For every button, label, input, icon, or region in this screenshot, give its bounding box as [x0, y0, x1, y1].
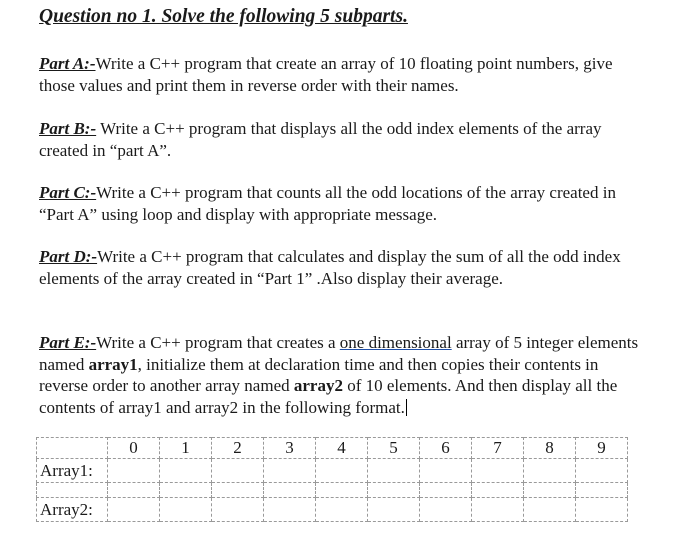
table-cell [316, 498, 368, 522]
part-e-paragraph [39, 332, 639, 418]
table-cell [524, 483, 576, 498]
table-cell [368, 498, 420, 522]
format-table [36, 437, 628, 522]
text-cursor [406, 399, 407, 416]
table-row-label: Array2: [37, 498, 108, 522]
table-cell [472, 459, 524, 483]
part-e-text-4: of 10 elements. And then display all the contents of array1 and array2 in the following format. [39, 376, 618, 417]
table-cell [316, 459, 368, 483]
table-row-label: Array1: [37, 459, 108, 483]
table-header-row [37, 438, 628, 459]
table-header-cell: 3 [264, 438, 316, 459]
table-cell [368, 459, 420, 483]
table-cell [37, 483, 108, 498]
table-header-cell: 1 [160, 438, 212, 459]
table-cell [472, 498, 524, 522]
table-cell [420, 498, 472, 522]
part-a-text: Write a C++ program that create an array of 10 floating point numbers, give those values and print them in reverse order with their names. [39, 54, 613, 95]
part-b-text: Write a C++ program that displays all the odd index elements of the array created in “part A”. [39, 119, 602, 160]
table-header-cell: 4 [316, 438, 368, 459]
table-cell [264, 483, 316, 498]
part-c-text: Write a C++ program that counts all the odd locations of the array created in “Part A” using loop and display with appropriate message. [39, 183, 616, 224]
table-row-array2 [37, 498, 628, 522]
table-cell [420, 483, 472, 498]
part-e-bold-array2: array2 [293, 376, 343, 395]
table-cell [576, 483, 628, 498]
table-cell [212, 483, 264, 498]
part-a-paragraph [39, 53, 639, 96]
table-cell [108, 498, 160, 522]
part-e-label: Part E:- [39, 333, 97, 352]
table-cell [316, 483, 368, 498]
table-cell [472, 483, 524, 498]
table-spacer-row [37, 483, 628, 498]
table-cell [264, 498, 316, 522]
table-cell [576, 498, 628, 522]
part-d-paragraph [39, 246, 639, 289]
table-cell [160, 483, 212, 498]
part-c-label: Part C:- [39, 183, 97, 202]
table-header-cell: 9 [576, 438, 628, 459]
part-b-label: Part B:- [39, 119, 97, 138]
table-header-cell: 5 [368, 438, 420, 459]
table-cell [212, 498, 264, 522]
table-cell [576, 459, 628, 483]
part-d-text: Write a C++ program that calculates and display the sum of all the odd index elements of the array created in “Part 1” .Also display their average. [39, 247, 621, 288]
table-row-array1 [37, 459, 628, 483]
part-b-paragraph [39, 118, 639, 161]
table-cell [264, 459, 316, 483]
table-cell [108, 483, 160, 498]
part-e-text-2: array of 5 integer elements named [39, 333, 639, 374]
table-header-cell: 8 [524, 438, 576, 459]
part-e-text-1: Write a C++ program that creates a [96, 333, 340, 352]
part-c-paragraph [39, 182, 639, 225]
table-header-cell: 0 [108, 438, 160, 459]
question-heading: Question no 1. Solve the following 5 subparts. [39, 6, 408, 27]
part-d-label: Part D:- [39, 247, 98, 266]
table-cell [108, 459, 160, 483]
table-cell [420, 459, 472, 483]
table-header-cell: 2 [212, 438, 264, 459]
table-cell [368, 483, 420, 498]
part-e-spellcheck-phrase: one dimensional [339, 333, 452, 352]
table-header-cell: 7 [472, 438, 524, 459]
part-e-text-3: , initialize them at declaration time and then copies their contents in reverse order to another array named [39, 354, 599, 395]
table-cell [160, 498, 212, 522]
table-cell [212, 459, 264, 483]
table-corner-cell [37, 438, 108, 459]
part-a-label: Part A:- [39, 54, 96, 73]
table-cell [524, 498, 576, 522]
table-cell [160, 459, 212, 483]
part-e-bold-array1: array1 [88, 354, 138, 374]
table-cell [524, 459, 576, 483]
table-header-cell: 6 [420, 438, 472, 459]
